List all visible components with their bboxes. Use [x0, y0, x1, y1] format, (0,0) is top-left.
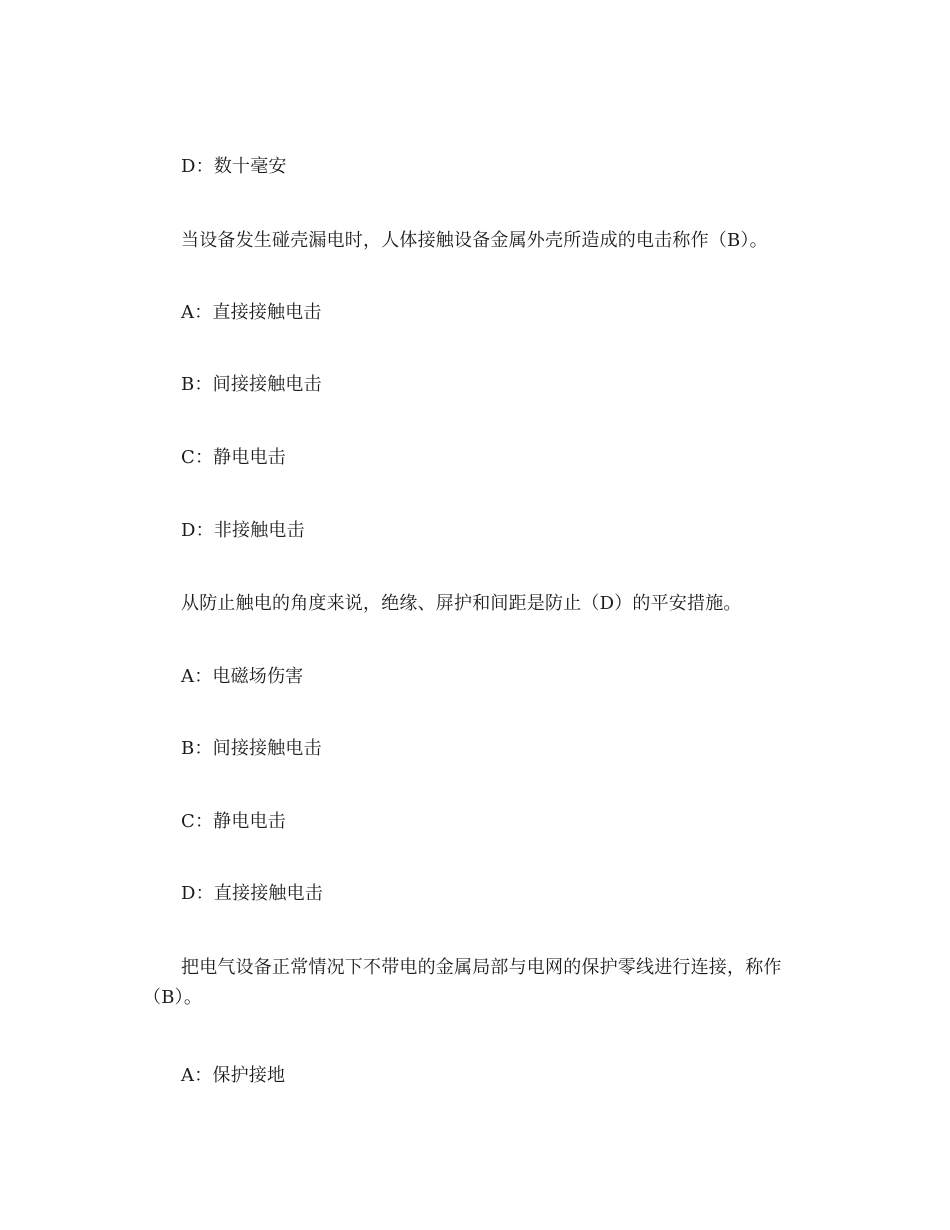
option-d-line: D：直接接触电击: [181, 883, 324, 904]
option-b-line: B：间接接触电击: [181, 738, 322, 759]
option-a-line: A：直接接触电击: [181, 302, 322, 323]
option-d-line: D：数十毫安: [181, 156, 287, 177]
question-text: 当设备发生碰壳漏电时，人体接触设备金属外壳所造成的电击称作（B）。: [181, 230, 768, 251]
option-c-line: C：静电电击: [181, 447, 286, 468]
option-a-line: A：保护接地: [181, 1065, 286, 1086]
question-text: 把电气设备正常情况下不带电的金属局部与电网的保护零线进行连接，称作（B）。: [143, 957, 782, 1008]
option-c-line: C：静电电击: [181, 811, 286, 832]
option-a-line: A：电磁场伤害: [181, 666, 304, 687]
option-d-line: D：非接触电击: [181, 520, 305, 541]
option-b-line: B：间接接触电击: [181, 374, 322, 395]
question-text: 从防止触电的角度来说，绝缘、屏护和间距是防止（D）的平安措施。: [181, 593, 742, 614]
